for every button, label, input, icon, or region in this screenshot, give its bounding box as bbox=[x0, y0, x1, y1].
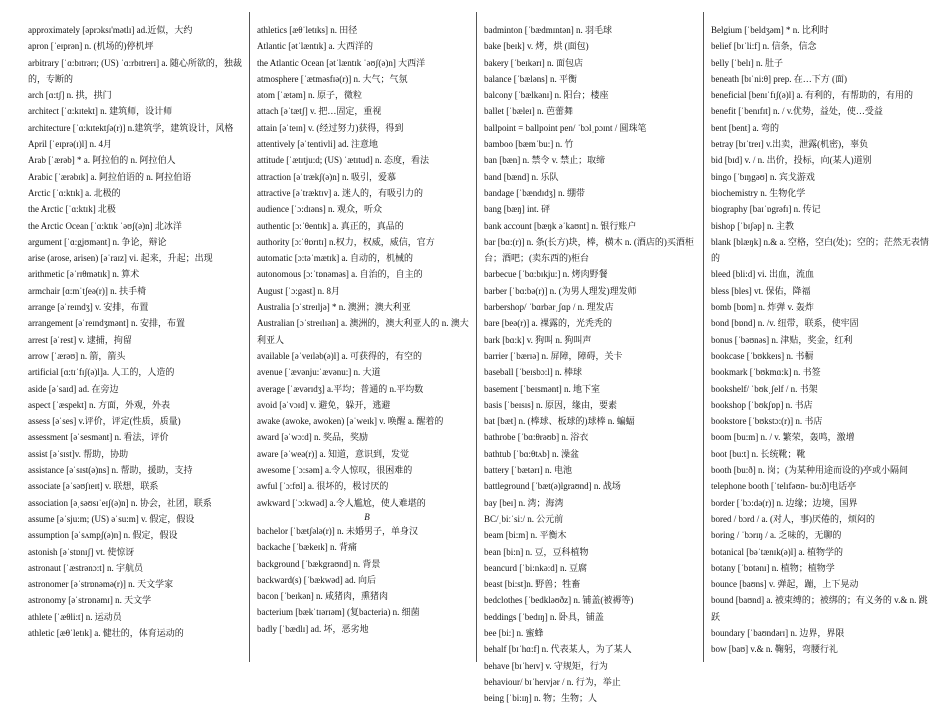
vocab-entry: basement [ˈbeɪsmənt] n. 地下室 bbox=[484, 383, 600, 394]
vocab-entry: arrow [ˈærəʊ] n. 箭，箭头 bbox=[28, 350, 126, 361]
vocab-entry: attach [əˈtætʃ] v. 把…固定，重视 bbox=[257, 106, 382, 117]
vocab-entry: beast [bi:st]n. 野兽；牲畜 bbox=[484, 579, 581, 590]
vocab-entry: approximately [əprɔksɪ'mətlɪ] ad.近似，大约 bbox=[28, 25, 193, 35]
vocab-entry: avenue [ˈævənju:ˈævənu:] n. 大道 bbox=[257, 367, 381, 378]
vocab-entry: Atlantic [ətˈlæntɪk] a. 大西洋的 bbox=[257, 41, 373, 52]
vocab-entry: beancurd [ˈbi:nkə:d] n. 豆腐 bbox=[484, 562, 587, 573]
vocab-entry: boot [bu:t] n. 长统靴；靴 bbox=[711, 448, 806, 459]
vocab-entry: authority [ɔ:ˈθɒrɪtɪ] n.权力，权威，威信，官方 bbox=[257, 236, 435, 247]
vocab-entry: beam [bi:m] n. 平衡木 bbox=[484, 530, 567, 541]
vocab-entry: barrier [ˈbærɪə] n. 屏障，障碍，关卡 bbox=[484, 350, 623, 361]
vocab-entry: bay [beɪ] n. 湾；海湾 bbox=[484, 497, 564, 508]
vocab-entry: behave [bɪˈheɪv] v. 守规矩，行为 bbox=[484, 660, 608, 671]
vocab-entry: arise (arose, arisen) [əˈraɪz] vi. 起来，升起；出现 bbox=[28, 253, 213, 264]
vocab-entry: belly [ˈbelɪ] n. 肚子 bbox=[711, 57, 783, 68]
vocab-entry: bathrobe [ˈbɑ:θrəʊb] n. 浴衣 bbox=[484, 432, 589, 443]
vocab-entry: bee [bi:] n. 蜜蜂 bbox=[484, 627, 544, 638]
vocab-entry: awake (awoke, awoken) [əˈweɪk] v. 唤醒 a. 醒着的 bbox=[257, 416, 444, 427]
vocab-entry: athlete [ˈæθli:t] n. 运动员 bbox=[28, 611, 122, 622]
vocab-entry: behalf [bɪˈhɑ:f] n. 代表某人，为了某人 bbox=[484, 644, 632, 655]
vocab-entry: the Arctic [ˈɑ:ktɪk] 北极 bbox=[28, 204, 116, 215]
vocab-entry: bang [bæŋ] int. 砰 bbox=[484, 204, 550, 215]
vocab-entry: barber [ˈbɑ:bə(r)] n. (为男人理发)理发师 bbox=[484, 285, 637, 296]
vocab-entry: Arctic [ˈɑ:ktɪk] a. 北极的 bbox=[28, 187, 121, 198]
vocab-entry: barbershop/ ˈbɑrbərˌʃɑp / n. 理发店 bbox=[484, 302, 614, 313]
vocab-entry: athletics [æθˈletɪks] n. 田径 bbox=[257, 25, 358, 35]
vocab-entry: bark [bɑ:k] v. 狗叫 n. 狗叫声 bbox=[484, 334, 592, 345]
vocab-entry: boring / ˈbɔrɪŋ / a. 乏味的，无聊的 bbox=[711, 530, 842, 541]
vocab-entry: aside [əˈsaɪd] ad. 在旁边 bbox=[28, 383, 119, 394]
vocab-entry: bomb [bɒm] n. 炸弹 v. 轰炸 bbox=[711, 302, 814, 313]
vocab-entry: bat [bæt] n. (棒球、板球的)球棒 n. 蝙蝠 bbox=[484, 416, 635, 427]
vocab-entry: athletic [æθˈletɪk] a. 健壮的，体育运动的 bbox=[28, 627, 184, 638]
vocab-entry: avoid [əˈvɔɪd] v. 避免，躲开，逃避 bbox=[257, 399, 391, 410]
vocab-entry: bleed [bli:d] vi. 出血，流血 bbox=[711, 269, 814, 280]
vocab-entry: associate [əˈsəʊʃɪeɪt] v. 联想，联系 bbox=[28, 481, 159, 492]
vocab-entry: aware [əˈweə(r)] a. 知道，意识到，发觉 bbox=[257, 448, 409, 459]
vocab-entry: April [ˈeɪprə(ɪ)l] n. 4月 bbox=[28, 139, 112, 150]
vocab-entry: Belgium [ˈbeldʒəm] * n. 比利时 bbox=[711, 25, 829, 35]
vocab-entry: bingo [ˈbɪŋgəʊ] n. 宾戈游戏 bbox=[711, 171, 815, 182]
vocab-entry: BC/ˌbiːˈsiː/ n. 公元前 bbox=[484, 513, 564, 524]
vocab-entry: border [ˈbɔ:də(r)] n. 边缘；边境，国界 bbox=[711, 497, 858, 508]
vocab-entry: booth [bu:ð] n. 岗；(为某种用途而设的)亭或小隔间 bbox=[711, 465, 908, 476]
vocab-entry: assess [əˈses] v.评价，评定(性质，质量) bbox=[28, 416, 181, 427]
vocab-entry: bookcase [ˈbʊkkeɪs] n. 书橱 bbox=[711, 350, 814, 361]
vocab-entry: ballet [ˈbæleɪ] n. 芭蕾舞 bbox=[484, 106, 573, 117]
vocab-entry: August [ˈɔ:gəst] n. 8月 bbox=[257, 285, 340, 296]
vocab-entry: armchair [ɑ:mˈtʃeə(r)] n. 扶手椅 bbox=[28, 285, 147, 296]
vocab-entry: automatic [ɔ:təˈmætɪk] a. 自动的，机械的 bbox=[257, 253, 413, 264]
vocab-entry: awkward [ˈɔ:kwəd] a.令人尴尬，使人难堪的 bbox=[257, 497, 426, 508]
vocab-entry: bent [bent] a. 弯的 bbox=[711, 122, 779, 133]
vocab-entry: bound [baʊnd] a. 被束缚的；被绑的；有义务的 v.& n. 跳跃 bbox=[711, 595, 928, 622]
vocab-entry: betray [bɪˈtreɪ] v.出卖，泄露(机密)，辜负 bbox=[711, 139, 869, 150]
vocab-entry: arrange [əˈreɪndʒ] v. 安排，布置 bbox=[28, 302, 149, 313]
vocab-entry: boom [bu:m] n. / v. 繁荣，轰鸣，激增 bbox=[711, 432, 855, 443]
vocab-entry: bake [beɪk] v. 烤，烘 (面包) bbox=[484, 41, 589, 52]
vocab-entry: audience [ˈɔ:dɪəns] n. 观众，听众 bbox=[257, 204, 382, 215]
column-divider bbox=[249, 12, 250, 662]
vocab-entry: the Arctic Ocean [ˈɑ:ktɪk ˈəʊʃ(ə)n] 北冰洋 bbox=[28, 220, 182, 231]
vocab-entry: award [əˈwɔ:d] n. 奖品，奖励 bbox=[257, 432, 368, 443]
vocab-entry: bored / bɔrd / a. (对人，事)厌倦的，烦闷的 bbox=[711, 513, 875, 524]
vocab-entry: Australia [ɔˈstreɪljə] * n. 澳洲；澳大利亚 bbox=[257, 302, 411, 313]
vocab-column-2 bbox=[257, 22, 477, 637]
vocab-entry: bamboo [bæmˈbu:] n. 竹 bbox=[484, 139, 574, 150]
vocab-entry: aspect [ˈæspekt] n. 方面，外观，外表 bbox=[28, 399, 170, 410]
vocab-entry: belief [bɪˈli:f] n. 信条，信念 bbox=[711, 41, 817, 52]
vocab-entry: botany [ˈbɒtənɪ] n. 植物；植物学 bbox=[711, 562, 835, 573]
vocab-entry: band [bænd] n. 乐队 bbox=[484, 171, 559, 182]
vocab-entry: awesome [ˈɔ:səm] a.令人惊叹，很困难的 bbox=[257, 465, 413, 476]
vocab-entry: awful [ˈɔ:fʊl] a. 很坏的，极讨厌的 bbox=[257, 481, 389, 492]
vocab-entry: association [əˌsəʊsɪˈeɪʃ(ə)n] n. 协会，社团，联系 bbox=[28, 497, 212, 508]
vocab-entry: assist [əˈsɪst]v. 帮助，协助 bbox=[28, 448, 129, 459]
vocab-entry: bid [bɪd] v. / n. 出价，投标，向(某人)道别 bbox=[711, 155, 872, 166]
vocab-entry: available [əˈveɪləb(ə)l] a. 可获得的，有空的 bbox=[257, 350, 422, 361]
vocab-entry: assumption [əˈsʌmpʃ(ə)n] n. 假定，假设 bbox=[28, 530, 178, 541]
vocab-entry: backward(s) [ˈbækwəd] ad. 向后 bbox=[257, 574, 376, 585]
vocab-entry: authentic [ɔ:ˈθentɪk] a. 真正的，真品的 bbox=[257, 220, 404, 231]
vocab-entry: bookshelf/ ˈbʊkˌʃelf / n. 书架 bbox=[711, 383, 818, 394]
vocab-entry: astronaut [ˈæstrənɔ:t] n. 宇航员 bbox=[28, 562, 143, 573]
vocab-entry: bacterium [bækˈtɪərɪəm] (复bacteria) n. 细菌 bbox=[257, 607, 420, 618]
vocab-entry: beneficial [benɪˈfɪʃ(ə)l] a. 有利的，有帮助的，有用的 bbox=[711, 90, 913, 101]
vocab-entry: barbecue [ˈbɑ:bɪkju:] n. 烤肉野餐 bbox=[484, 269, 608, 280]
vocab-entry: being [ˈbi:ɪŋ] n. 物；生物；人 bbox=[484, 693, 597, 704]
vocab-entry: bakery [ˈbeɪkərɪ] n. 面包店 bbox=[484, 57, 583, 68]
vocab-entry: assistance [əˈsɪst(ə)ns] n. 帮助，援助，支持 bbox=[28, 465, 193, 476]
vocab-entry: bathtub [ˈbɑ:θtʌb] n. 澡盆 bbox=[484, 448, 580, 459]
vocab-entry: attain [əˈteɪn] v. (经过努力)获得，得到 bbox=[257, 122, 404, 133]
vocab-entry: bookshop [ˈbʊkʃɒp] n. 书店 bbox=[711, 399, 813, 410]
vocab-entry: attitude [ˈætɪtju:d; (US) ˈætɪtud] n. 态度，看法 bbox=[257, 155, 429, 166]
vocab-entry: arithmetic [əˈrɪθmətɪk] n. 算术 bbox=[28, 269, 140, 280]
vocab-entry: biography [baɪˈɒgrəfɪ] n. 传记 bbox=[711, 204, 821, 215]
vocab-entry: battery [ˈbætərɪ] n. 电池 bbox=[484, 465, 572, 476]
vocab-entry: boundary [ˈbaʊndərɪ] n. 边界，界限 bbox=[711, 627, 845, 638]
vocab-entry: argument [ˈɑ:gjʊmənt] n. 争论，辩论 bbox=[28, 236, 167, 247]
vocab-column-4 bbox=[711, 22, 933, 658]
vocab-entry: bar [bɑ:(r)] n. 条(长方)块，棒，横木 n. (酒店的)买酒柜台；酒吧；(卖东西的)柜台 bbox=[484, 236, 694, 264]
vocab-entry: attraction [əˈtrækʃ(ə)n] n. 吸引，爱慕 bbox=[257, 171, 396, 182]
vocab-entry: beneath [bɪˈni:θ] prep. 在…下方 (面) bbox=[711, 73, 848, 84]
vocab-entry: bless [bles] vt. 保佑，降福 bbox=[711, 285, 811, 296]
vocab-entry: bedclothes [ˈbedkləʊðz] n. 铺盖(被褥等) bbox=[484, 595, 634, 606]
vocab-entry: balcony [ˈbælkənɪ] n. 阳台；楼座 bbox=[484, 90, 609, 101]
vocab-entry: bow [baʊ] v.& n. 鞠躬，弯腰行礼 bbox=[711, 644, 838, 655]
vocab-entry: arrangement [əˈreɪndʒmənt] n. 安排，布置 bbox=[28, 318, 185, 329]
vocab-entry: bishop [ˈbɪʃəp] n. 主教 bbox=[711, 220, 794, 231]
vocab-entry: autonomous [ɔ:ˈtɒnəməs] a. 自治的，自主的 bbox=[257, 269, 423, 280]
vocab-entry: bounce [baʊns] v. 弹起，蹦，上下晃动 bbox=[711, 579, 859, 590]
vocab-entry: beddings [ˈbedɪŋ] n. 卧具，铺盖 bbox=[484, 611, 604, 622]
vocab-entry: bacon [ˈbeɪkən] n. 咸猪肉，熏猪肉 bbox=[257, 591, 388, 602]
vocab-column-1 bbox=[28, 22, 248, 641]
vocab-entry: average [ˈævərɪdʒ] a.平均；普通的 n.平均数 bbox=[257, 383, 424, 394]
vocab-entry: bare [beə(r)] a. 裸露的，光秃秃的 bbox=[484, 318, 612, 329]
vocab-entry: architect [ˈɑ:kɪtekt] n. 建筑师，设计师 bbox=[28, 106, 173, 117]
vocab-entry: bookstore [ˈbʊkstɔ:(r)] n. 书店 bbox=[711, 416, 823, 427]
vocab-entry: Arab [ˈærəb] * a. 阿拉伯的 n. 阿拉伯人 bbox=[28, 155, 176, 166]
vocab-entry: bank account [bæŋk əˈkaʊnt] n. 银行账户 bbox=[484, 220, 637, 231]
vocab-entry: astronomy [əˈstrɒnəmɪ] n. 天文学 bbox=[28, 595, 152, 606]
vocab-entry: blank [blæŋk] n.& a. 空格，空白(处)；空的；茫然无表情的 bbox=[711, 236, 929, 264]
vocab-entry: architecture [ˈɑ:kɪtektʃə(r)] n.建筑学，建筑设计，风格 bbox=[28, 122, 234, 133]
vocab-entry: arch [ɑ:tʃ] n. 拱，拱门 bbox=[28, 90, 112, 101]
vocab-entry: bachelor [ˈbætʃələ(r)] n. 未婚男子，单身汉 bbox=[257, 525, 418, 536]
vocab-entry: telephone booth [ˈtelɪfəʊn- bu:ð]电话亭 bbox=[711, 481, 857, 492]
vocab-entry: battleground [ˈbæt(ə)lgraʊnd] n. 战场 bbox=[484, 481, 621, 492]
vocab-entry: balance [ˈbæləns] n. 平衡 bbox=[484, 73, 577, 84]
vocab-entry: backache [ˈbækeɪk] n. 背痛 bbox=[257, 542, 357, 553]
vocab-entry: ballpoint = ballpoint pen/ ˈbɔlˌpɔɪnt / 圆珠笔 bbox=[484, 122, 647, 133]
vocab-entry: biochemistry n. 生物化学 bbox=[711, 187, 806, 198]
vocab-entry: background [ˈbækgraʊnd] n. 背景 bbox=[257, 558, 381, 569]
vocab-entry: the Atlantic Ocean [ətˈlæntɪk ˈəʊʃ(ə)n] 大西洋 bbox=[257, 57, 426, 68]
vocab-entry: behaviour/ bɪˈheɪvjər / n. 行为，举止 bbox=[484, 676, 621, 687]
vocab-entry: attentively [əˈtentivli] ad. 注意地 bbox=[257, 139, 378, 150]
vocab-column-3 bbox=[484, 22, 704, 706]
vocab-entry: apron [ˈeɪprən] n. (机场的)停机坪 bbox=[28, 41, 154, 52]
vocab-entry: arbitrary [ˈɑ:bɪtrərɪ; (US) ˈɑ:rbɪtrerɪ] a. 随心所欲的，独裁的，专断的 bbox=[28, 57, 242, 84]
vocab-entry: astronomer [əˈstrɒnəmə(r)] n. 天文学家 bbox=[28, 579, 174, 590]
vocab-entry: artificial [ɑ:tɪˈfɪʃ(ə)l]a. 人工的，人造的 bbox=[28, 367, 175, 378]
vocab-entry: bean [bi:n] n. 豆，豆科植物 bbox=[484, 546, 589, 557]
vocab-entry: astonish [əˈstɒnɪʃ] vt. 使惊讶 bbox=[28, 546, 135, 557]
vocab-entry: botanical [bəˈtænɪk(ə)l] a. 植物学的 bbox=[711, 546, 843, 557]
vocab-entry: benefit [ˈbenɪfɪt] n. / v.优势，益处，使…受益 bbox=[711, 106, 883, 117]
vocab-entry: Australian [ɔˈstreɪlɪən] a. 澳洲的，澳大利亚人的 n. 澳大利亚人 bbox=[257, 318, 469, 345]
vocab-entry: bond [bɒnd] n. /v. 纽带，联系，使牢固 bbox=[711, 318, 859, 329]
vocab-entry: bonus [ˈbəʊnəs] n. 津贴，奖金，红利 bbox=[711, 334, 853, 345]
vocab-entry: atmosphere [ˈætməsfɪə(r)] n. 大气；气氛 bbox=[257, 73, 408, 84]
vocab-entry: Arabic [ˈærəbɪk] a. 阿拉伯语的 n. 阿拉伯语 bbox=[28, 171, 192, 182]
vocab-entry: arrest [əˈrest] v. 逮捕，拘留 bbox=[28, 334, 132, 345]
vocab-entry: bandage [ˈbændɪdʒ] n. 绷带 bbox=[484, 187, 585, 198]
vocab-entry: badminton [ˈbædmɪntən] n. 羽毛球 bbox=[484, 25, 612, 35]
vocab-entry: atom [ˈætəm] n. 原子，微粒 bbox=[257, 90, 362, 101]
vocab-entry: badly [ˈbædlɪ] ad. 坏，恶劣地 bbox=[257, 623, 369, 634]
vocab-entry: attractive [əˈtræktɪv] a. 迷人的，有吸引力的 bbox=[257, 187, 423, 198]
vocab-entry: basis [ˈbeɪsɪs] n. 原因，缘由，要素 bbox=[484, 399, 617, 410]
vocab-entry: baseball [ˈbeɪsbɔ:l] n. 棒球 bbox=[484, 367, 582, 378]
section-letter-heading: B bbox=[364, 511, 370, 522]
vocab-entry: assessment [əˈsesmənt] n. 看法，评价 bbox=[28, 432, 169, 443]
vocab-entry: ban [bæn] n. 禁令 v. 禁止；取缔 bbox=[484, 155, 606, 166]
vocab-entry: bookmark [ˈbʊkmɑ:k] n. 书签 bbox=[711, 367, 821, 378]
vocab-entry: assume [əˈsju:m; (US) əˈsu:m] v. 假定，假设 bbox=[28, 513, 195, 524]
